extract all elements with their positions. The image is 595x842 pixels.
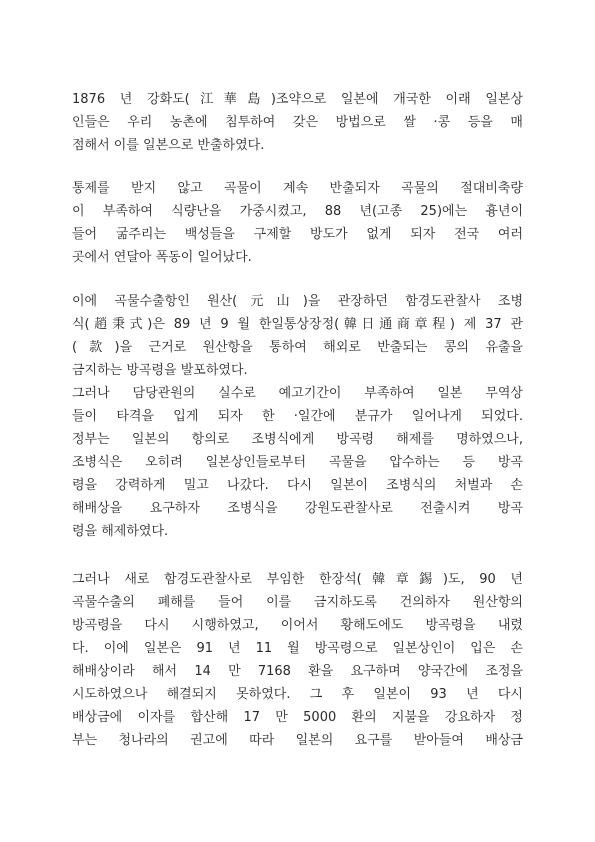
- text-line: 조병식은 오히려 일본상인들로부터 곡물을 압수하는 등 방곡: [72, 455, 523, 470]
- text-line: 방곡령을 다시 시행하였고, 이어서 황해도에도 방곡령을 내렸: [72, 618, 523, 633]
- text-line: (款)을 근거로 원산항을 통하여 해외로 반출되는 콩의 유출을: [72, 340, 523, 355]
- paragraph-2: [72, 177, 523, 269]
- text-line: 다. 이에 일본은 91 년 11 월 방곡령으로 일본상인이 입은 손: [72, 641, 523, 656]
- paragraph-1: [72, 88, 523, 157]
- text-line: 령을 해제하였다.: [72, 524, 169, 539]
- text-line: 시도하였으나 해결되지 못하였다. 그 후 일본이 93 년 다시: [72, 687, 523, 702]
- text-line: 이에 곡물수출항인 원산(元山)을 관장하던 함경도관찰사 조병: [72, 294, 523, 309]
- text-line: 들이 타격을 입게 되자 한 ·일간에 분규가 일어나게 되었다.: [72, 409, 523, 424]
- text-line: 이 부족하여 식량난을 가중시켰고, 88 년(고종 25)에는 흉년이: [72, 204, 523, 219]
- text-line: 그러나 새로 함경도관찰사로 부임한 한장석(韓章錫)도, 90 년: [72, 572, 523, 587]
- text-line: 들어 굶주리는 백성들을 구제할 방도가 없게 되자 전국 여러: [72, 227, 523, 242]
- text-line: 해배상이라 해서 14 만 7168 환을 요구하며 양국간에 조정을: [72, 664, 523, 679]
- text-line: 배상금에 이자를 합산해 17 만 5000 환의 지불을 강요하자 정: [72, 710, 523, 725]
- text-line: 령을 강력하게 밀고 나갔다. 다시 일본이 조병식의 처벌과 손: [72, 478, 523, 493]
- text-line: 곳에서 연달아 폭동이 일어났다.: [72, 250, 252, 265]
- text-line: 식(趙秉式)은 89 년 9 월 한일통상장정(韓日通商章程) 제 37 관: [72, 317, 523, 332]
- paragraph-3: [72, 290, 523, 543]
- text-line: 통제를 받지 않고 곡물이 계속 반출되자 곡물의 절대비축량: [72, 181, 523, 196]
- text-line: 인들은 우리 농촌에 침투하여 갖은 방법으로 쌀 ·콩 등을 매: [72, 115, 523, 130]
- text-line: 점해서 이를 일본으로 반출하였다.: [72, 138, 265, 153]
- text-line: 1876 년 강화도(江華島)조약으로 일본에 개국한 이래 일본상: [72, 92, 523, 107]
- text-line: 그러나 담당관원의 실수로 예고기간이 부족하여 일본 무역상: [72, 386, 523, 401]
- text-line: 곡물수출의 폐해를 들어 이를 금지하도록 건의하자 원산항의: [72, 595, 523, 610]
- text-line: 정부는 일본의 항의로 조병식에게 방곡령 해제를 명하였으나,: [72, 432, 523, 447]
- paragraph-4: [72, 568, 523, 752]
- text-line: 해배상을 요구하자 조병식을 강원도관찰사로 전출시켜 방곡: [72, 501, 523, 516]
- text-line: 금지하는 방곡령을 발포하였다.: [72, 363, 248, 378]
- text-line: 부는 청나라의 권고에 따라 일본의 요구를 받아들여 배상금: [72, 733, 523, 748]
